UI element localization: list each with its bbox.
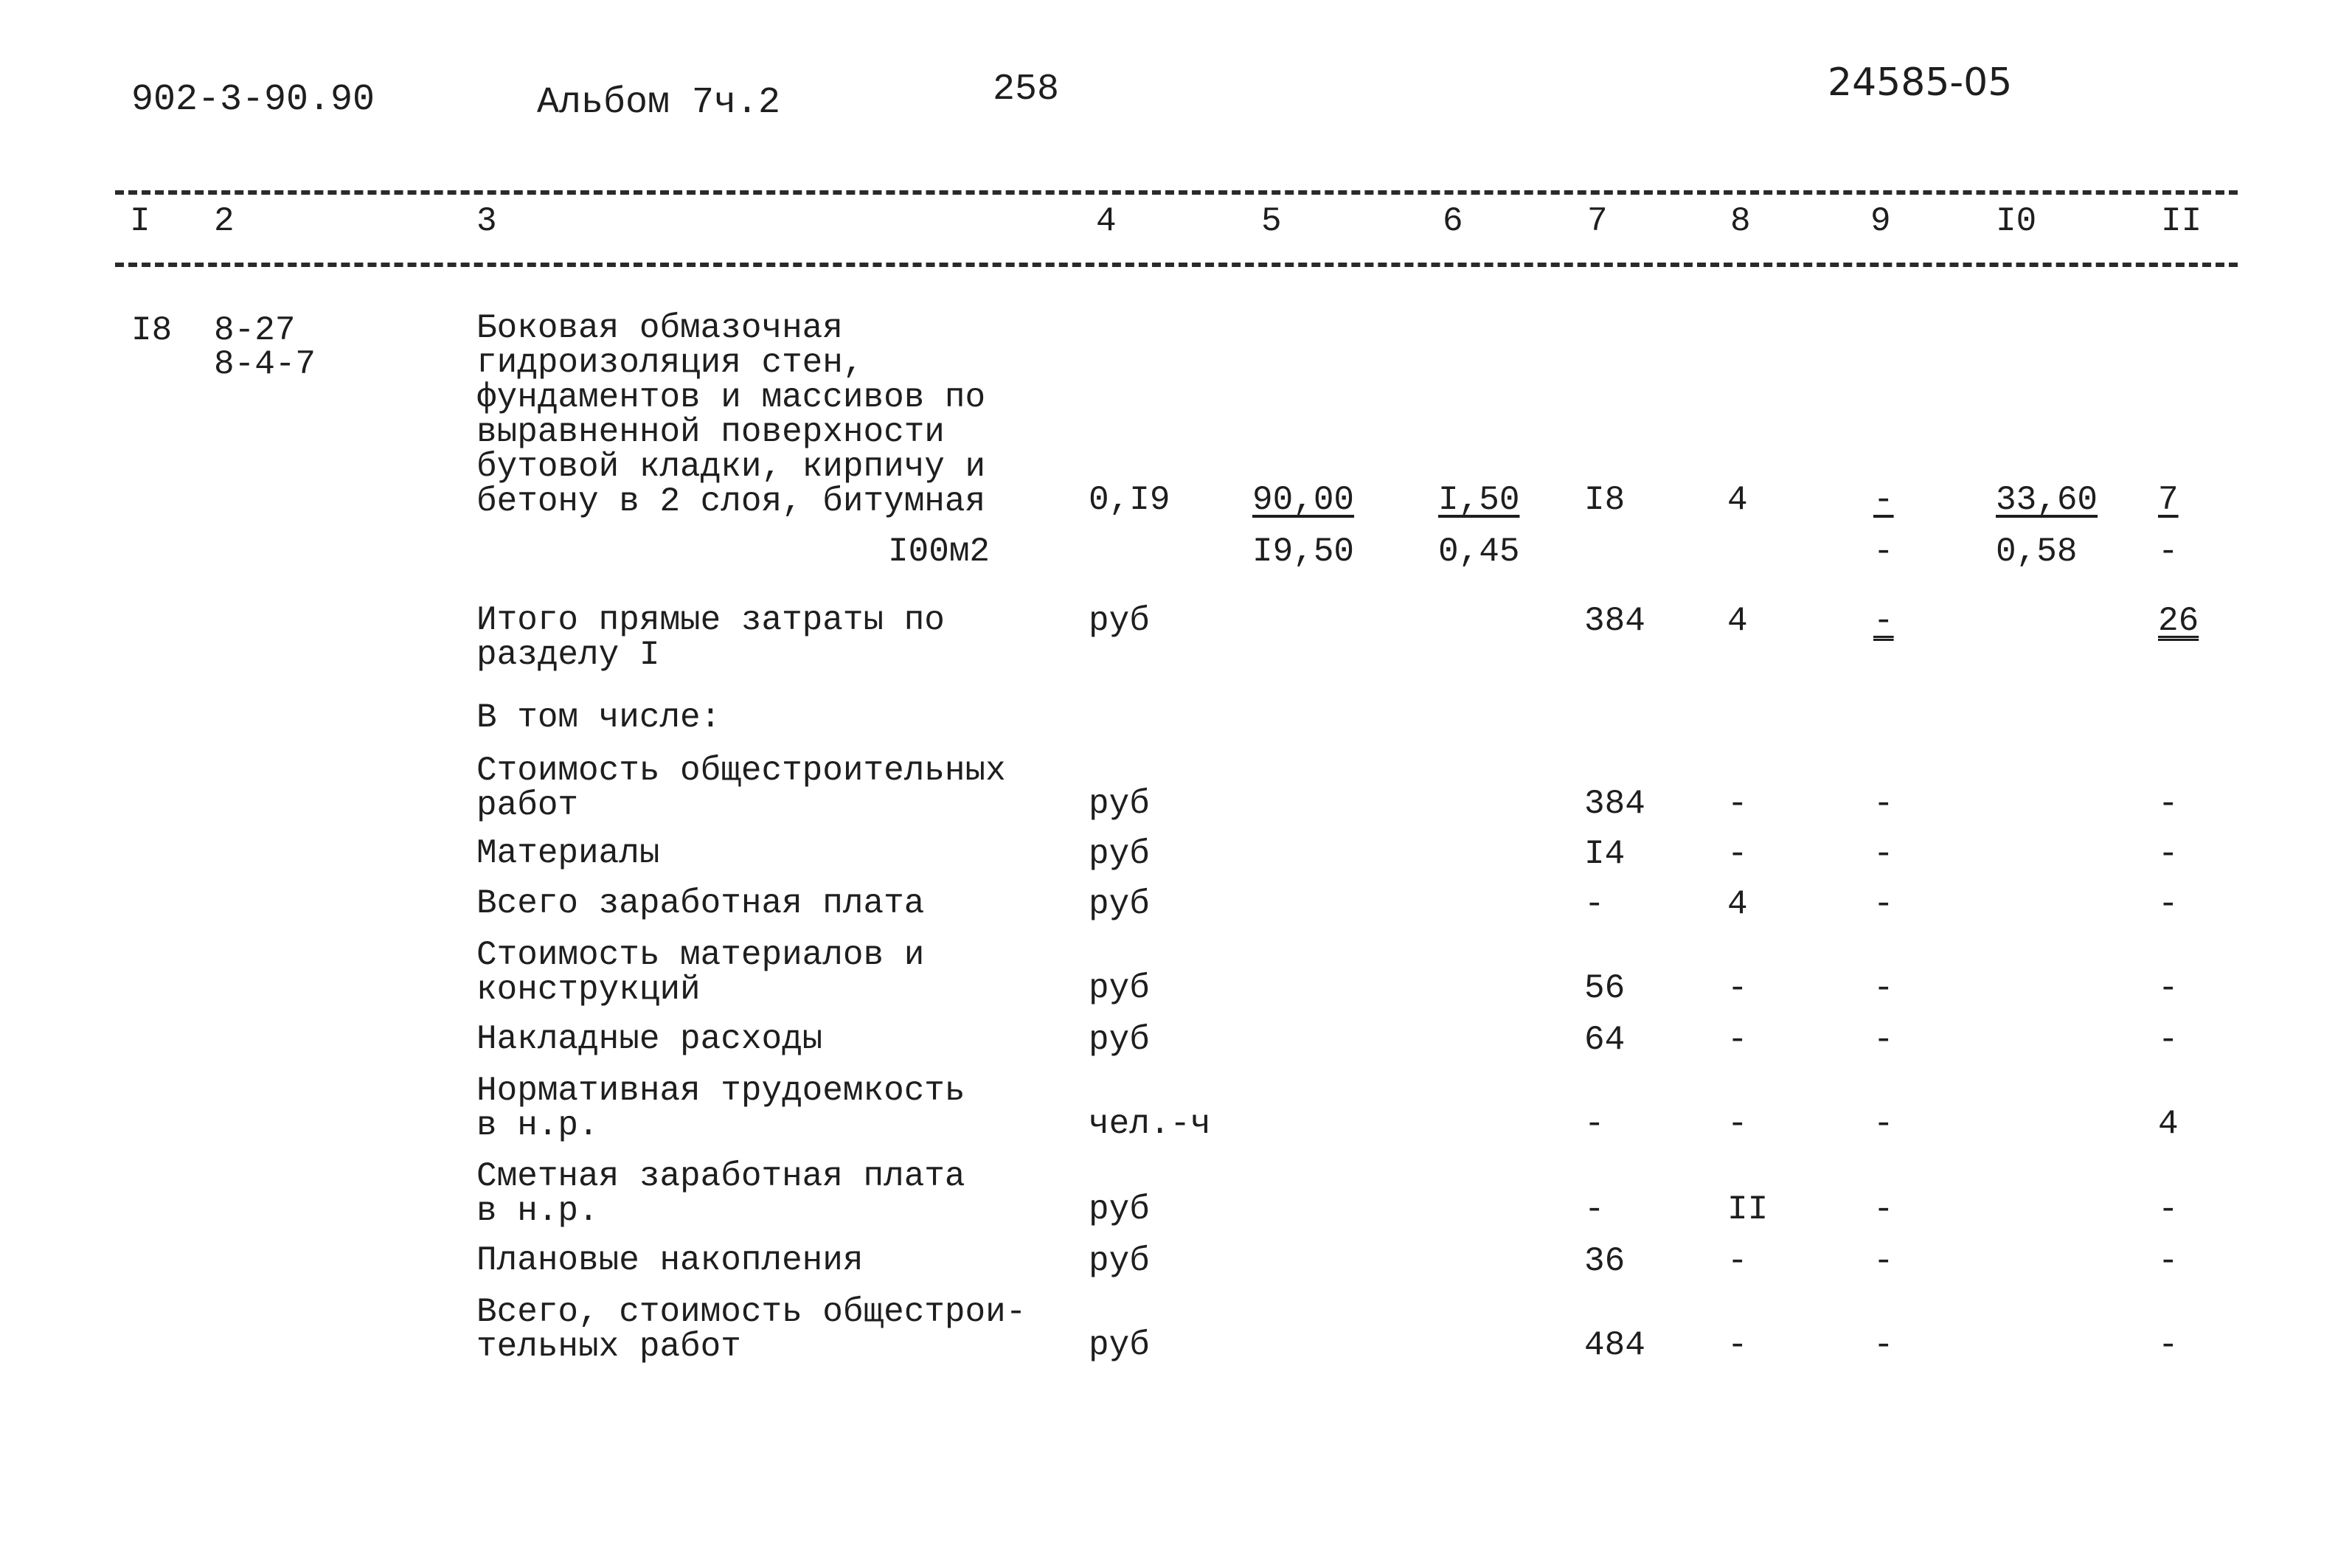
row-col11: 26 [2158,602,2199,640]
row-col9: - [1873,1326,1894,1364]
row-unit: руб [1089,969,1150,1007]
row-col9: - [1873,1105,1894,1143]
registry-number: 24585-05 [1828,60,2013,105]
unit-cost-machine-wages: 0,45 [1438,533,1520,571]
row-label: Нормативная трудоемкость [476,1072,965,1110]
column-header: 2 [214,202,235,240]
row-col9: - [1873,1190,1894,1229]
row-col11: - [2158,835,2179,873]
row-col7: 64 [1584,1021,1626,1059]
row-col8: II [1727,1190,1769,1229]
row-col7: 384 [1584,785,1645,823]
row-unit: руб [1089,1190,1150,1229]
row-unit: чел.-ч [1089,1105,1211,1143]
row-col9: - [1873,785,1894,823]
item-unit: I00м2 [888,533,991,571]
column-header: 3 [476,202,497,240]
item-quantity: 0,I9 [1089,481,1170,519]
total-wages: 4 [1727,481,1748,519]
column-header: 8 [1730,202,1751,240]
row-label: в н.р. [476,1192,599,1230]
item-description-line: выравненной поверхности [476,413,945,451]
item-description-line: бетону в 2 слоя, битумная [476,482,986,521]
item-description-line: гидроизоляция стен, [476,344,864,382]
row-label: Плановые накопления [476,1241,864,1280]
total-direct-label: разделу I [476,636,660,674]
row-label: в н.р. [476,1106,599,1145]
row-col9: - [1873,835,1894,873]
row-col11: - [2158,1242,2179,1280]
row-col11: - [2158,1326,2179,1364]
row-col7: 36 [1584,1242,1626,1280]
row-col9: - [1873,969,1894,1007]
row-label: работ [476,786,579,825]
unit-cost-wages: I9,50 [1252,533,1355,571]
column-header: 4 [1096,202,1117,240]
row-col7: 56 [1584,969,1626,1007]
row-col9: - [1873,885,1894,923]
row-col8: - [1727,1021,1748,1059]
row-col9: - [1873,1021,1894,1059]
row-col7: 384 [1584,602,1645,640]
machinist-labor-per-unit: 0,58 [1996,533,2078,571]
column-header: 5 [1261,202,1282,240]
unit-cost-machines: I,50 [1438,481,1520,519]
column-header: 7 [1587,202,1608,240]
row-label: Всего заработная плата [476,884,925,923]
row-unit: руб [1089,1326,1150,1364]
row-col9: - [1873,1242,1894,1280]
document-code: 902-3-90.90 [131,79,375,121]
row-unit: руб [1089,785,1150,823]
row-col11: - [2158,1021,2179,1059]
header-bottom-rule [115,263,2238,267]
row-unit: руб [1089,1021,1150,1059]
item-position: I8 [131,311,173,350]
row-col8: - [1727,1105,1748,1143]
row-col7: I4 [1584,835,1626,873]
row-label: Сметная заработная плата [476,1157,965,1196]
row-col7: - [1584,1105,1605,1143]
row-unit: руб [1089,885,1150,923]
row-unit: руб [1089,1242,1150,1280]
row-col9: - [1873,602,1894,640]
column-header: 6 [1443,202,1463,240]
column-header: 9 [1870,202,1891,240]
row-col11: 4 [2158,1105,2179,1143]
total-cost: I8 [1584,481,1626,519]
row-label: Стоимость материалов и [476,936,925,974]
row-label: Накладные расходы [476,1020,823,1058]
row-col11: - [2158,969,2179,1007]
item-description-line: бутовой кладки, кирпичу и [476,448,986,486]
column-header: II [2161,202,2202,240]
machinist-labor-total: - [2158,533,2179,571]
row-label: конструкций [476,971,701,1009]
total-direct-label: Итого прямые затраты по [476,601,945,639]
row-col8: 4 [1727,602,1748,640]
item-code: 8-27 [214,311,296,350]
row-col7: 484 [1584,1326,1645,1364]
unit-cost-total: 90,00 [1252,481,1355,519]
including-label: В том числе: [476,698,721,737]
total-machine-wages: - [1873,533,1894,571]
item-description-line: фундаментов и массивов по [476,378,986,417]
row-label: Стоимость общестроительных [476,752,1006,790]
row-col8: 4 [1727,885,1748,923]
item-code: 8-4-7 [214,345,316,384]
album-label: Альбом 7ч.2 [537,82,781,124]
header-top-rule [115,190,2238,195]
row-col11: - [2158,885,2179,923]
row-label: Материалы [476,834,660,873]
row-col11: - [2158,785,2179,823]
row-unit: руб [1089,835,1150,873]
row-col8: - [1727,785,1748,823]
row-col7: - [1584,885,1605,923]
row-col11: - [2158,1190,2179,1229]
row-col7: - [1584,1190,1605,1229]
labor-per-unit: 33,60 [1996,481,2098,519]
row-col8: - [1727,1326,1748,1364]
row-col8: - [1727,1242,1748,1280]
page-number: 258 [993,69,1060,111]
column-header: I [130,202,150,240]
row-label: Всего, стоимость общестрои- [476,1293,1027,1331]
labor-total: 7 [2158,481,2179,519]
row-col8: - [1727,969,1748,1007]
row-unit: руб [1089,602,1150,640]
total-machines: - [1873,481,1894,519]
column-header: I0 [1996,202,2037,240]
row-label: тельных работ [476,1328,741,1366]
row-col8: - [1727,835,1748,873]
item-description-line: Боковая обмазочная [476,309,843,347]
